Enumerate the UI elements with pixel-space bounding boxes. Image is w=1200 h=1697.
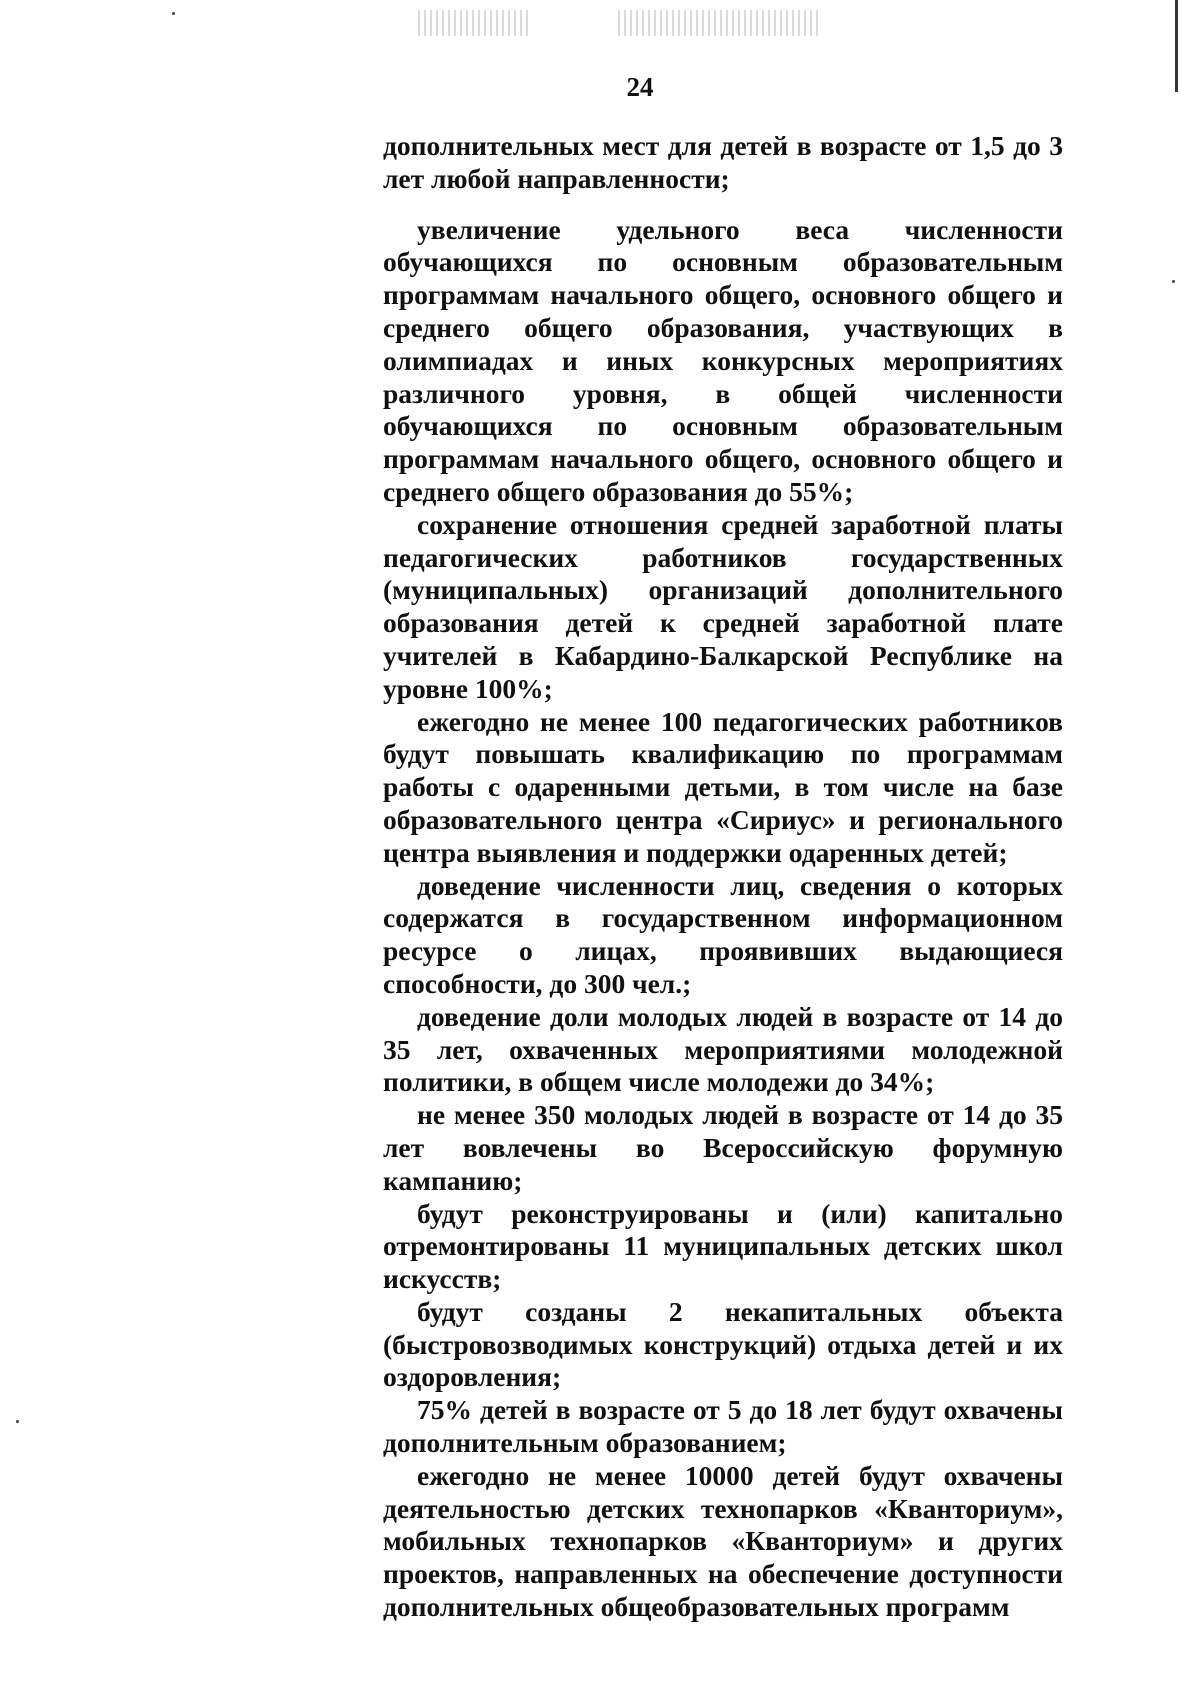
scan-speck xyxy=(172,12,175,15)
paragraph: увеличение удельного веса численности обучающихся по основным образовательным программам начального общего, основного общего и среднего общего образования, участвующих в олимпиадах и иных конкурсных мероприятиях различного уровня, в общей численности обучающихся по основным образовательным программам начального общего, основного общего и среднего общего образования до 55%; xyxy=(383,213,1063,507)
paragraph: дополнительных мест для детей в возрасте от 1,5 до 3 лет любой направленности; xyxy=(383,130,1063,194)
paragraph: ежегодно не менее 100 педагогических работников будут повышать квалификацию по программам работы с одаренными детьми, в том числе на базе образовательного центра «Сириус» и регионального центра выявления и поддержки одаренных детей; xyxy=(383,705,1063,868)
paragraph: 75% детей в возрасте от 5 до 18 лет будут охвачены дополнительным образованием; xyxy=(383,1394,1063,1459)
paragraph: ежегодно не менее 10000 детей будут охвачены деятельностью детских технопарков «Кванториум», мобильных технопарков «Кванториум» и других проектов, направленных на обеспечение доступности дополнительных общеобразовательных программ xyxy=(383,1459,1063,1623)
paragraph: будут реконструированы и (или) капитально отремонтированы 11 муниципальных детских школ искусств; xyxy=(383,1197,1063,1295)
scan-artifact xyxy=(418,10,528,36)
paragraph: доведение численности лиц, сведения о которых содержатся в государственном информационном ресурсе о лицах, проявивших выдающиеся способности, до 300 чел.; xyxy=(383,869,1063,999)
paragraph: будут созданы 2 некапитальных объекта (быстровозводимых конструкций) отдыха детей и их оздоровления; xyxy=(383,1295,1063,1393)
scan-artifact xyxy=(618,10,818,36)
body-text xyxy=(383,130,1063,1624)
scan-speck xyxy=(16,1420,19,1423)
paragraph: сохранение отношения средней заработной платы педагогических работников государственных (муниципальных) организаций дополнительного образования детей к средней заработной плате учителей в Кабардино-Балкарской Республике на уровне 100%; xyxy=(383,508,1063,704)
paragraph: доведение доли молодых людей в возрасте от 14 до 35 лет, охваченных мероприятиями молодежной политики, в общем числе молодежи до 34%; xyxy=(383,1000,1063,1098)
page-number: 24 xyxy=(626,72,654,102)
paragraph: не менее 350 молодых людей в возрасте от 14 до 35 лет вовлечены во Всероссийскую форумную кампанию; xyxy=(383,1099,1063,1196)
scan-speck xyxy=(1172,280,1175,283)
